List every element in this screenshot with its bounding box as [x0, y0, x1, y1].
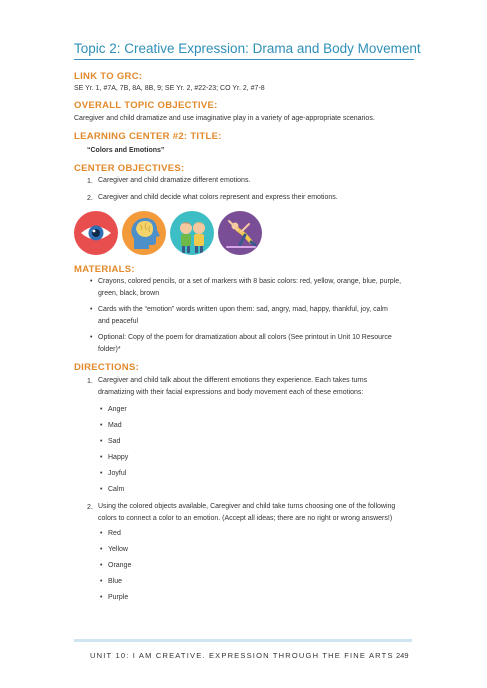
objective-text: Caregiver and child dramatize and use imaginative play in a variety of age-appropriate scenarios. [74, 115, 375, 122]
directions-heading: DIRECTIONS: [74, 362, 140, 373]
objective-num-2: 2. [87, 195, 93, 202]
objective-heading: OVERALL TOPIC OBJECTIVE: [74, 100, 218, 111]
emotion-item: • Anger [108, 404, 127, 416]
link-text: SE Yr. 1, #7A, 7B, 8A, 8B, 9; SE Yr. 2, #22-23; CO Yr. 2, #7-8 [74, 85, 265, 92]
page-number: 249 [396, 651, 409, 660]
material-item: • Optional: Copy of the poem for dramatization about all colors (See printout in Unit 10 Resource folder)* [98, 332, 392, 356]
emotion-item: • Mad [108, 420, 122, 432]
materials-heading: MATERIALS: [74, 264, 135, 275]
children-icon [170, 211, 214, 255]
center-heading: LEARNING CENTER #2: TITLE: [74, 131, 222, 142]
footer-rule [74, 639, 412, 642]
center-objectives-heading: CENTER OBJECTIVES: [74, 163, 185, 174]
color-item: • Red [108, 528, 121, 540]
emotion-item: • Joyful [108, 468, 126, 480]
eye-icon [74, 211, 118, 255]
material-item: • Crayons, colored pencils, or a set of markers with 8 basic colors: red, yellow, orange, blue, purple, green, black, brown [98, 276, 401, 300]
center-title: “Colors and Emotions” [87, 147, 165, 154]
color-item: • Yellow [108, 544, 128, 556]
emotion-item: • Sad [108, 436, 120, 448]
emotion-item: • Calm [108, 484, 124, 496]
direction-num-2: 2. [87, 504, 93, 511]
direction-step-2: Using the colored objects available, Caregiver and child take turns choosing one of the following colors to connect a color to an emotion. (Accept all ideas; there are no right or wrong answers!) [98, 503, 396, 522]
material-item: • Cards with the “emotion” words written upon them: sad, angry, mad, happy, thankful, joy, calm and peaceful [98, 304, 388, 328]
direction-step-1: Caregiver and child talk about the different emotions they experience. Each takes turns dramatizing with their facial expressions and body movement each of these emotions: [98, 377, 368, 396]
title-underline [74, 59, 414, 60]
objective-item-2: Caregiver and child decide what colors represent and express their emotions. [98, 194, 338, 201]
emotion-item: • Happy [108, 452, 128, 464]
page-title: Topic 2: Creative Expression: Drama and Body Movement [74, 41, 421, 56]
objective-item-1: Caregiver and child dramatize different emotions. [98, 177, 251, 184]
color-item: • Purple [108, 592, 128, 604]
objective-num-1: 1. [87, 178, 93, 185]
link-heading: LINK TO GRC: [74, 71, 143, 82]
brain-head-icon [122, 211, 166, 255]
footer-text: UNIT 10: I AM CREATIVE. EXPRESSION THROUGH THE FINE ARTS [90, 651, 394, 660]
direction-num-1: 1. [87, 378, 93, 385]
body-movement-icon [218, 211, 262, 255]
color-item: • Blue [108, 576, 122, 588]
color-item: • Orange [108, 560, 131, 572]
